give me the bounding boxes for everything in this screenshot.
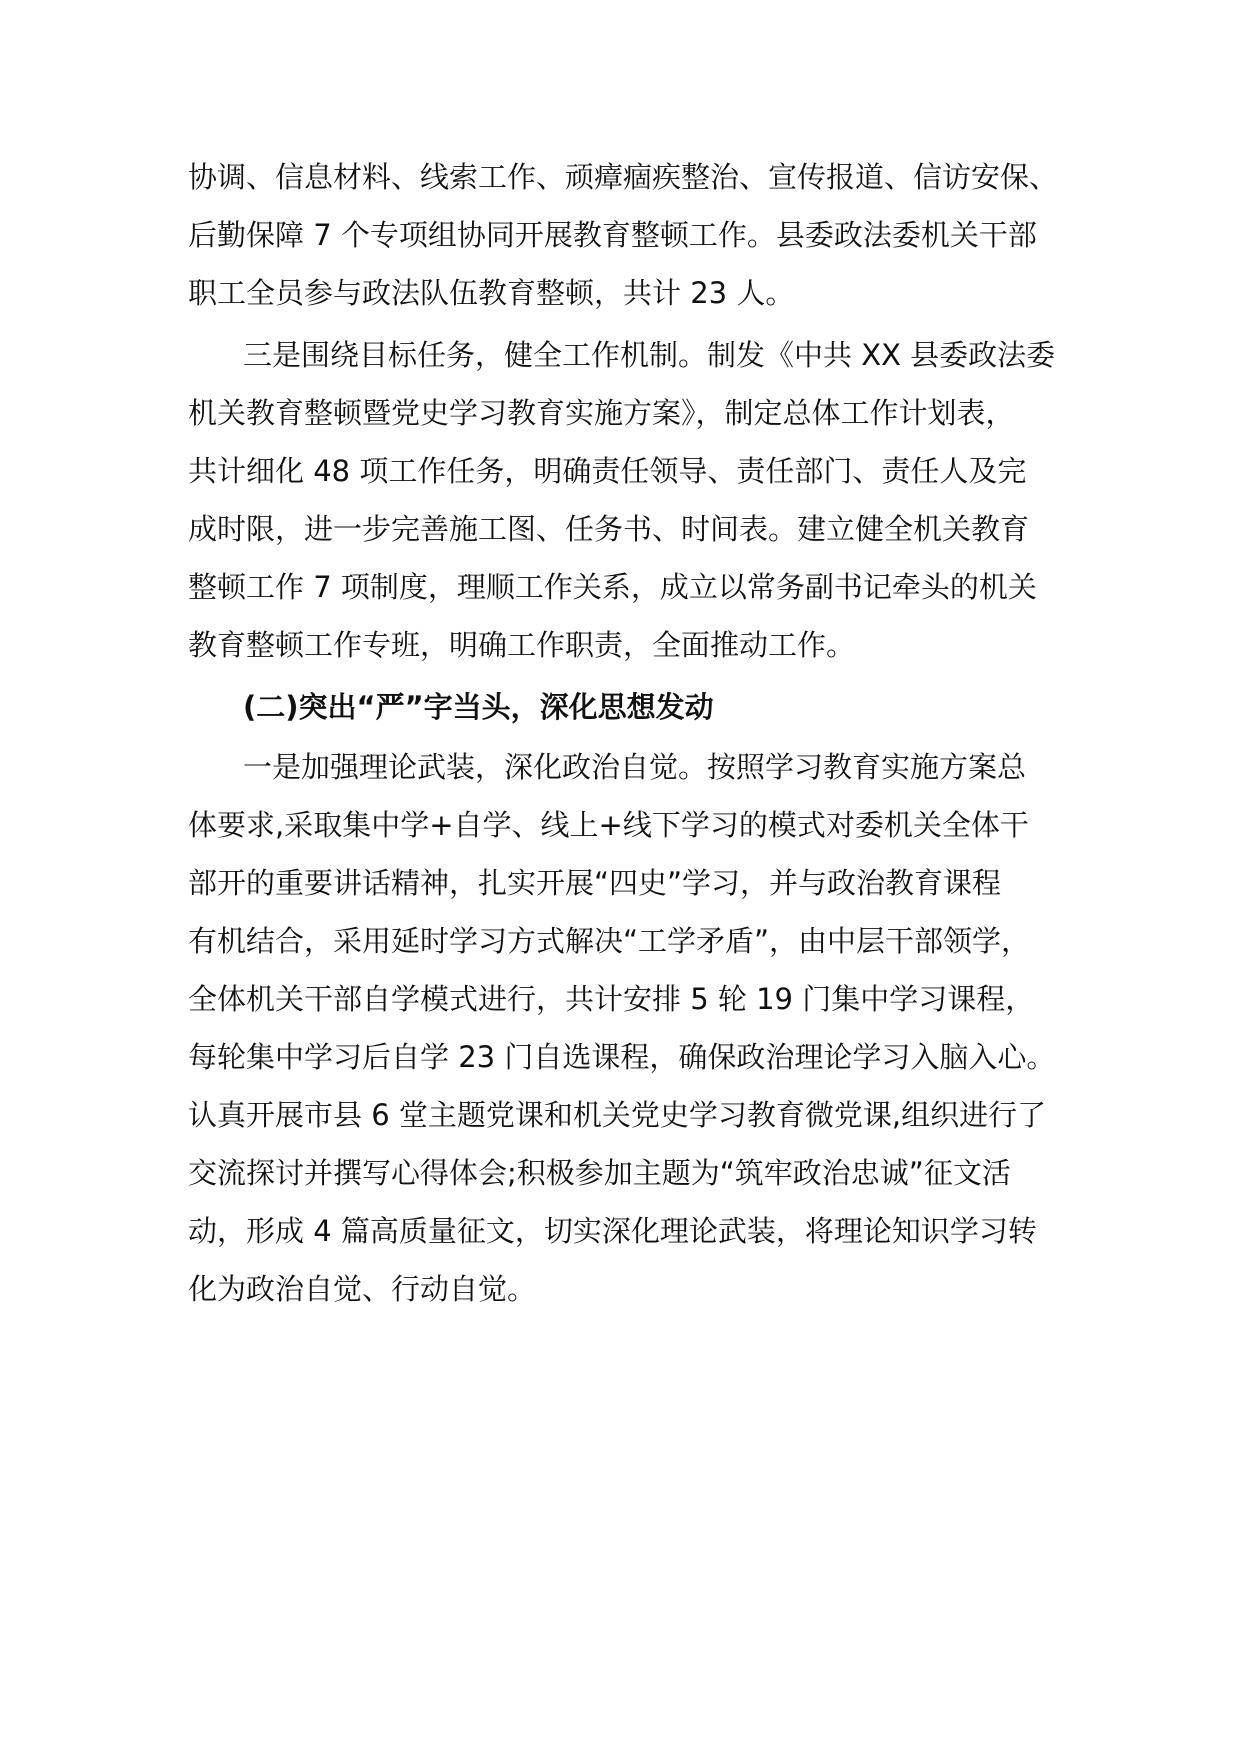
- text-line-19: 动，形成 4 篇高质量征文，切实深化理论武装，将理论知识学习转: [188, 1214, 1037, 1248]
- text-line-13: 部开的重要讲话精神，扎实开展“四史”学习，并与政治教育课程: [188, 866, 1002, 900]
- paragraph-3-first-line: 三是围绕目标任务，健全工作机制。制发《中共 XX 县委政法委: [243, 338, 1056, 372]
- text-line-9: 教育整顿工作专班，明确工作职责，全面推动工作。: [188, 628, 856, 662]
- text-line-15: 全体机关干部自学模式进行，共计安排 5 轮 19 门集中学习课程，: [188, 982, 1035, 1016]
- text-line-5: 机关教育整顿暨党史学习教育实施方案》，制定总体工作计划表，: [188, 396, 1015, 430]
- text-line-16: 每轮集中学习后自学 23 门自选课程，确保政治理论学习入脑入心。: [188, 1040, 1056, 1074]
- text-line-6: 共计细化 48 项工作任务，明确责任领导、责任部门、责任人及完: [188, 454, 1027, 488]
- text-line-14: 有机结合，采用延时学习方式解决“工学矛盾”，由中层干部领学，: [188, 924, 1031, 958]
- text-line-1: 协调、信息材料、线索工作、顽瘴痼疾整治、宣传报道、信访安保、: [188, 160, 1059, 194]
- text-line-17: 认真开展市县 6 堂主题党课和机关党史学习教育微党课,组织进行了: [188, 1098, 1047, 1132]
- text-line-2: 后勤保障 7 个专项组协同开展教育整顿工作。县委政法委机关干部: [188, 218, 1037, 252]
- text-line-20: 化为政治自觉、行动自觉。: [188, 1272, 537, 1306]
- text-line-8: 整顿工作 7 项制度，理顺工作关系，成立以常务副书记牵头的机关: [188, 570, 1037, 604]
- text-line-12: 体要求,采取集中学+自学、线上+线下学习的模式对委机关全体干: [188, 808, 1029, 842]
- text-line-7: 成时限，进一步完善施工图、任务书、时间表。建立健全机关教育: [188, 512, 1030, 546]
- section-heading: (二)突出“严”字当头，深化思想发动: [243, 690, 714, 724]
- paragraph-1-first-line: 一是加强理论武装，深化政治自觉。按照学习教育实施方案总: [243, 750, 1027, 784]
- text-line-18: 交流探讨并撰写心得体会;积极参加主题为“筑牢政治忠诚”征文活: [188, 1156, 1011, 1190]
- text-line-3: 职工全员参与政法队伍教育整顿，共计 23 人。: [188, 276, 795, 310]
